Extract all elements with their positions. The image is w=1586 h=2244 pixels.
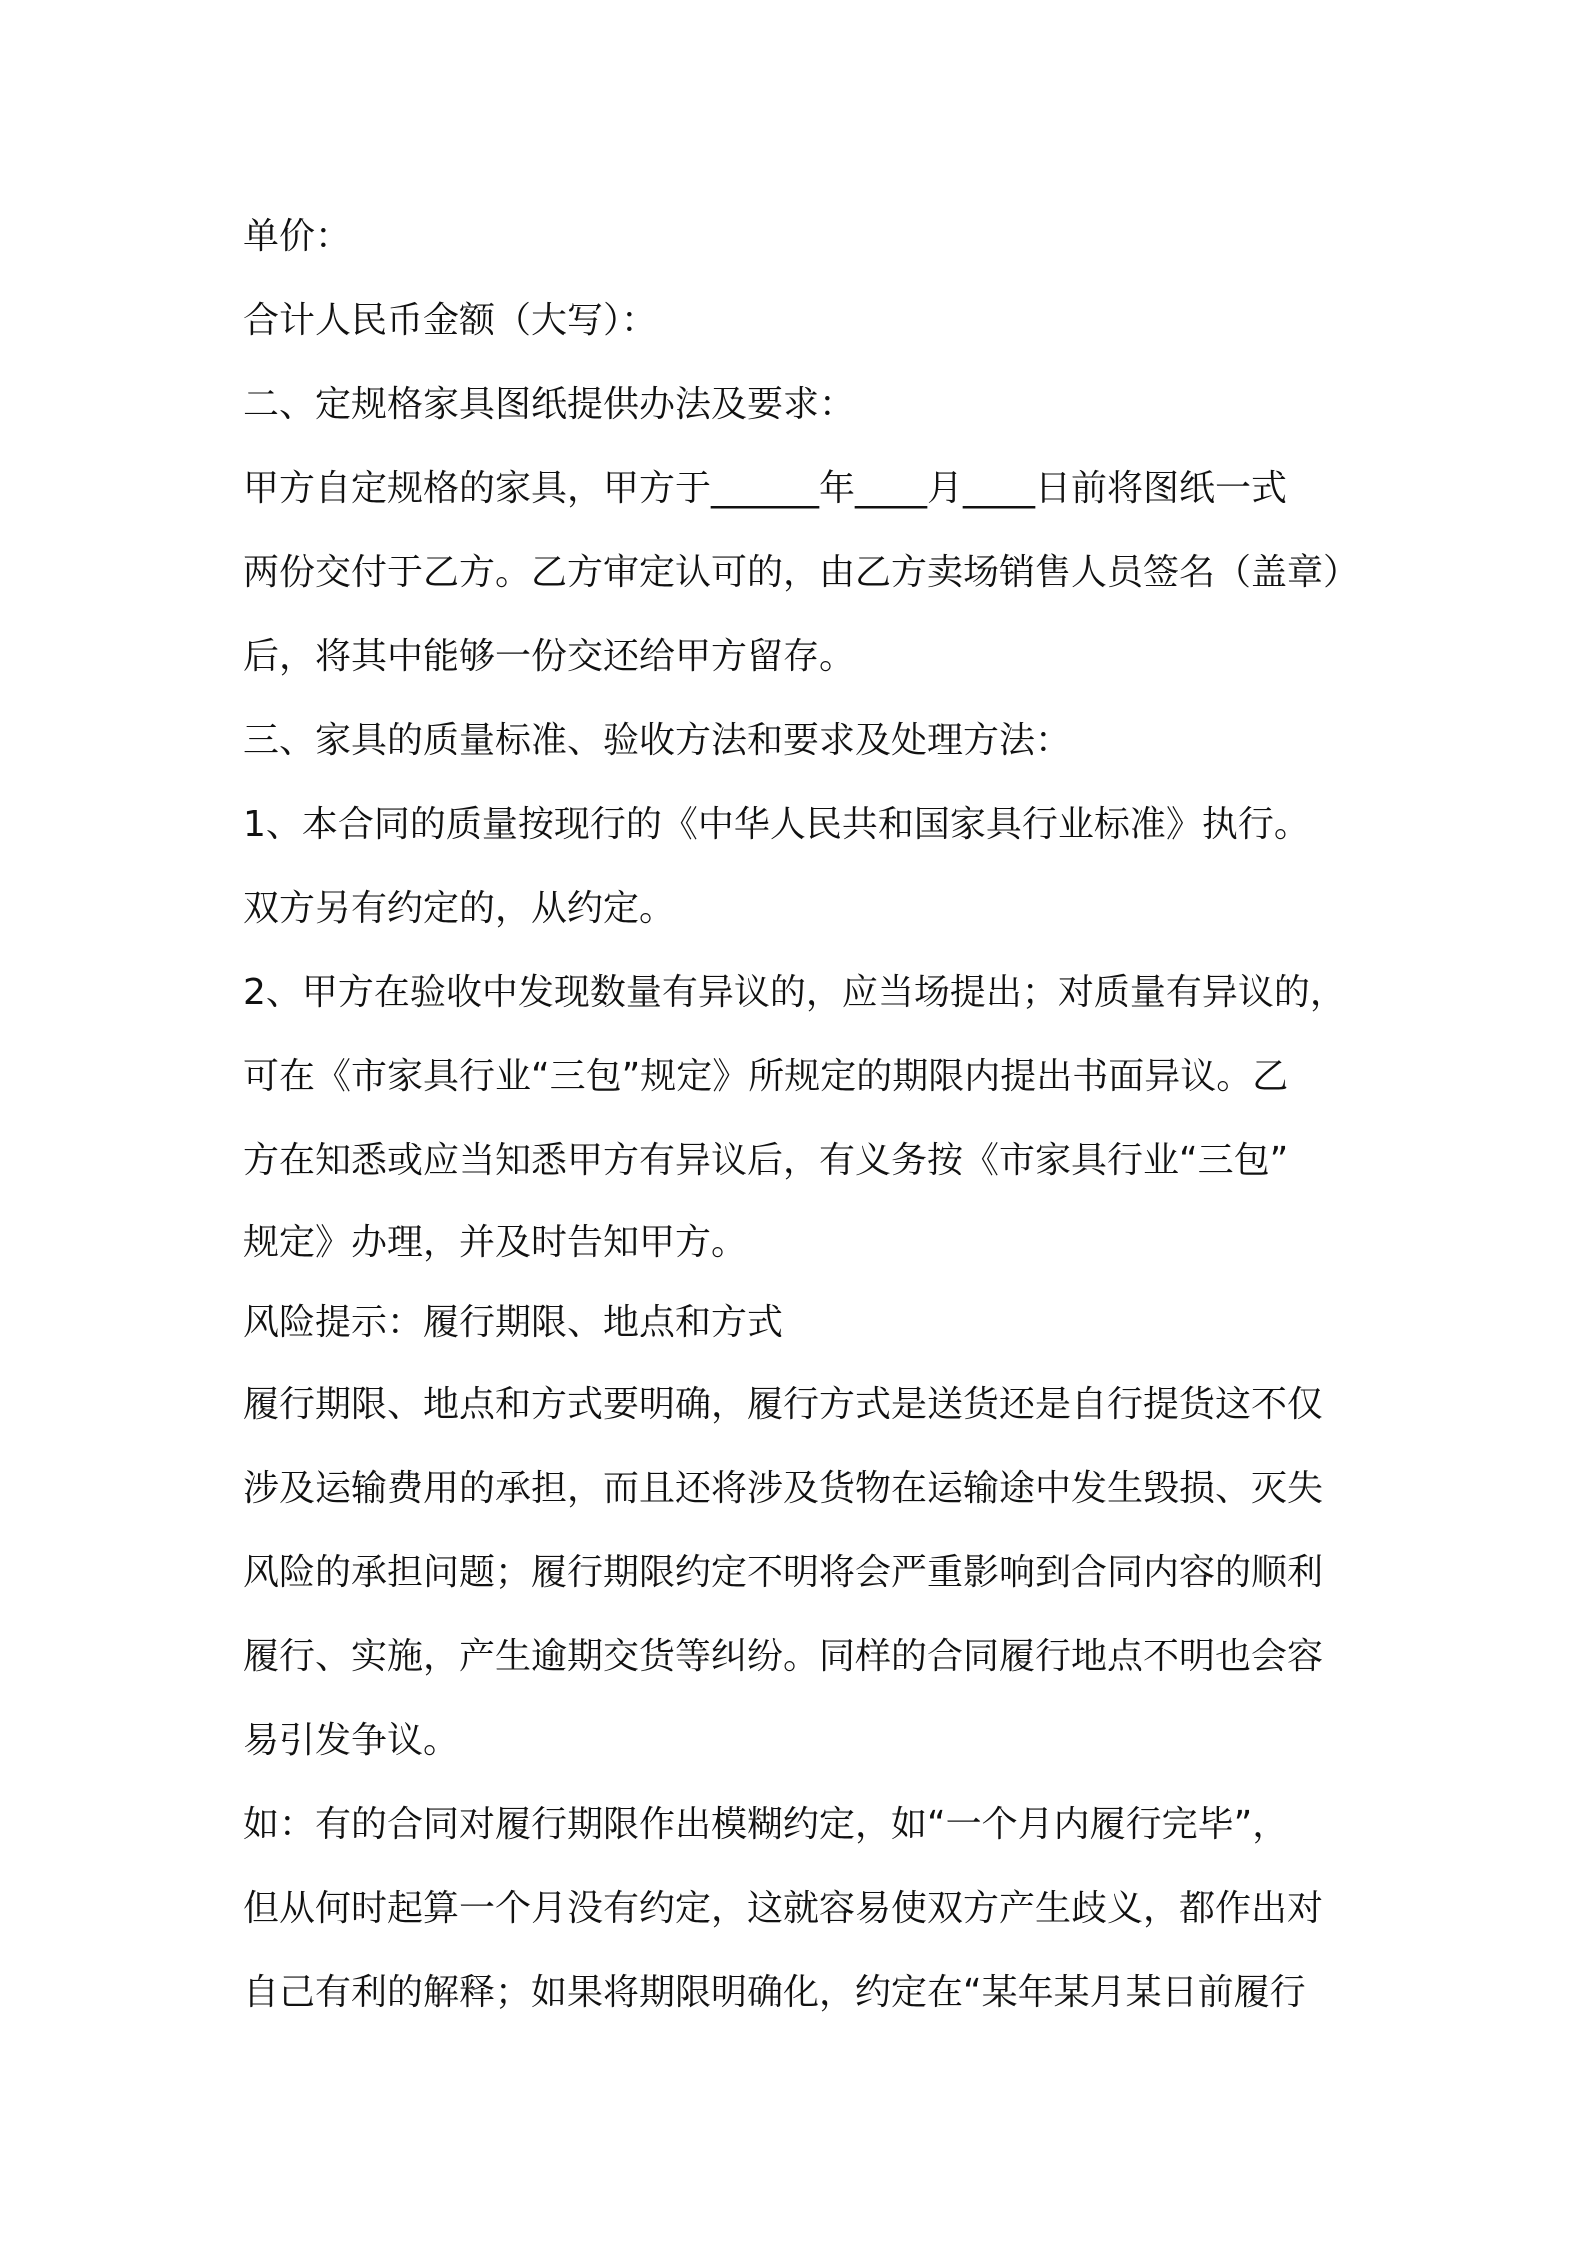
text-line-total-amount: 合计人民币金额（大写）：	[243, 300, 658, 341]
text-line: 双方另有约定的，从约定。	[243, 888, 676, 929]
text-line: 两份交付于乙方。乙方审定认可的，由乙方卖场销售人员签名（盖章）	[243, 552, 1360, 593]
text-line: 履行、实施，产生逾期交货等纠纷。同样的合同履行地点不明也会容	[243, 1636, 1324, 1677]
section-heading-2: 二、定规格家具图纸提供办法及要求：	[243, 384, 856, 425]
text-line: 甲方自定规格的家具，甲方于______年____月____日前将图纸一式	[243, 468, 1288, 509]
text-line: 可在《市家具行业“三包”规定》所规定的期限内提出书面异议。乙	[243, 1056, 1289, 1097]
text-line: 方在知悉或应当知悉甲方有异议后，有义务按《市家具行业“三包”	[243, 1140, 1289, 1181]
text-line: 规定》办理，并及时告知甲方。	[243, 1222, 748, 1263]
risk-heading: 风险提示：履行期限、地点和方式	[243, 1302, 784, 1343]
clause-1: 1、本合同的质量按现行的《中华人民共和国家具行业标准》执行。	[243, 804, 1310, 845]
text-line: 但从何时起算一个月没有约定，这就容易使双方产生歧义，都作出对	[243, 1888, 1324, 1929]
clause-2: 2、甲方在验收中发现数量有异议的，应当场提出；对质量有异议的，	[243, 972, 1346, 1013]
example-paragraph: 如：有的合同对履行期限作出模糊约定，如“一个月内履行完毕”，	[243, 1804, 1289, 1845]
text-line: 易引发争议。	[243, 1720, 460, 1761]
section-heading-3: 三、家具的质量标准、验收方法和要求及处理方法：	[243, 720, 1072, 761]
text-line: 涉及运输费用的承担，而且还将涉及货物在运输途中发生毁损、灭失	[243, 1468, 1324, 1509]
text-line: 履行期限、地点和方式要明确，履行方式是送货还是自行提货这不仅	[243, 1384, 1324, 1425]
contract-text	[243, 195, 1363, 2035]
text-line: 风险的承担问题；履行期限约定不明将会严重影响到合同内容的顺利	[243, 1552, 1324, 1593]
text-line-unit-price: 单价：	[243, 216, 352, 257]
text-line: 后，将其中能够一份交还给甲方留存。	[243, 636, 856, 677]
text-line: 自己有利的解释；如果将期限明确化，约定在“某年某月某日前履行	[243, 1972, 1306, 2013]
